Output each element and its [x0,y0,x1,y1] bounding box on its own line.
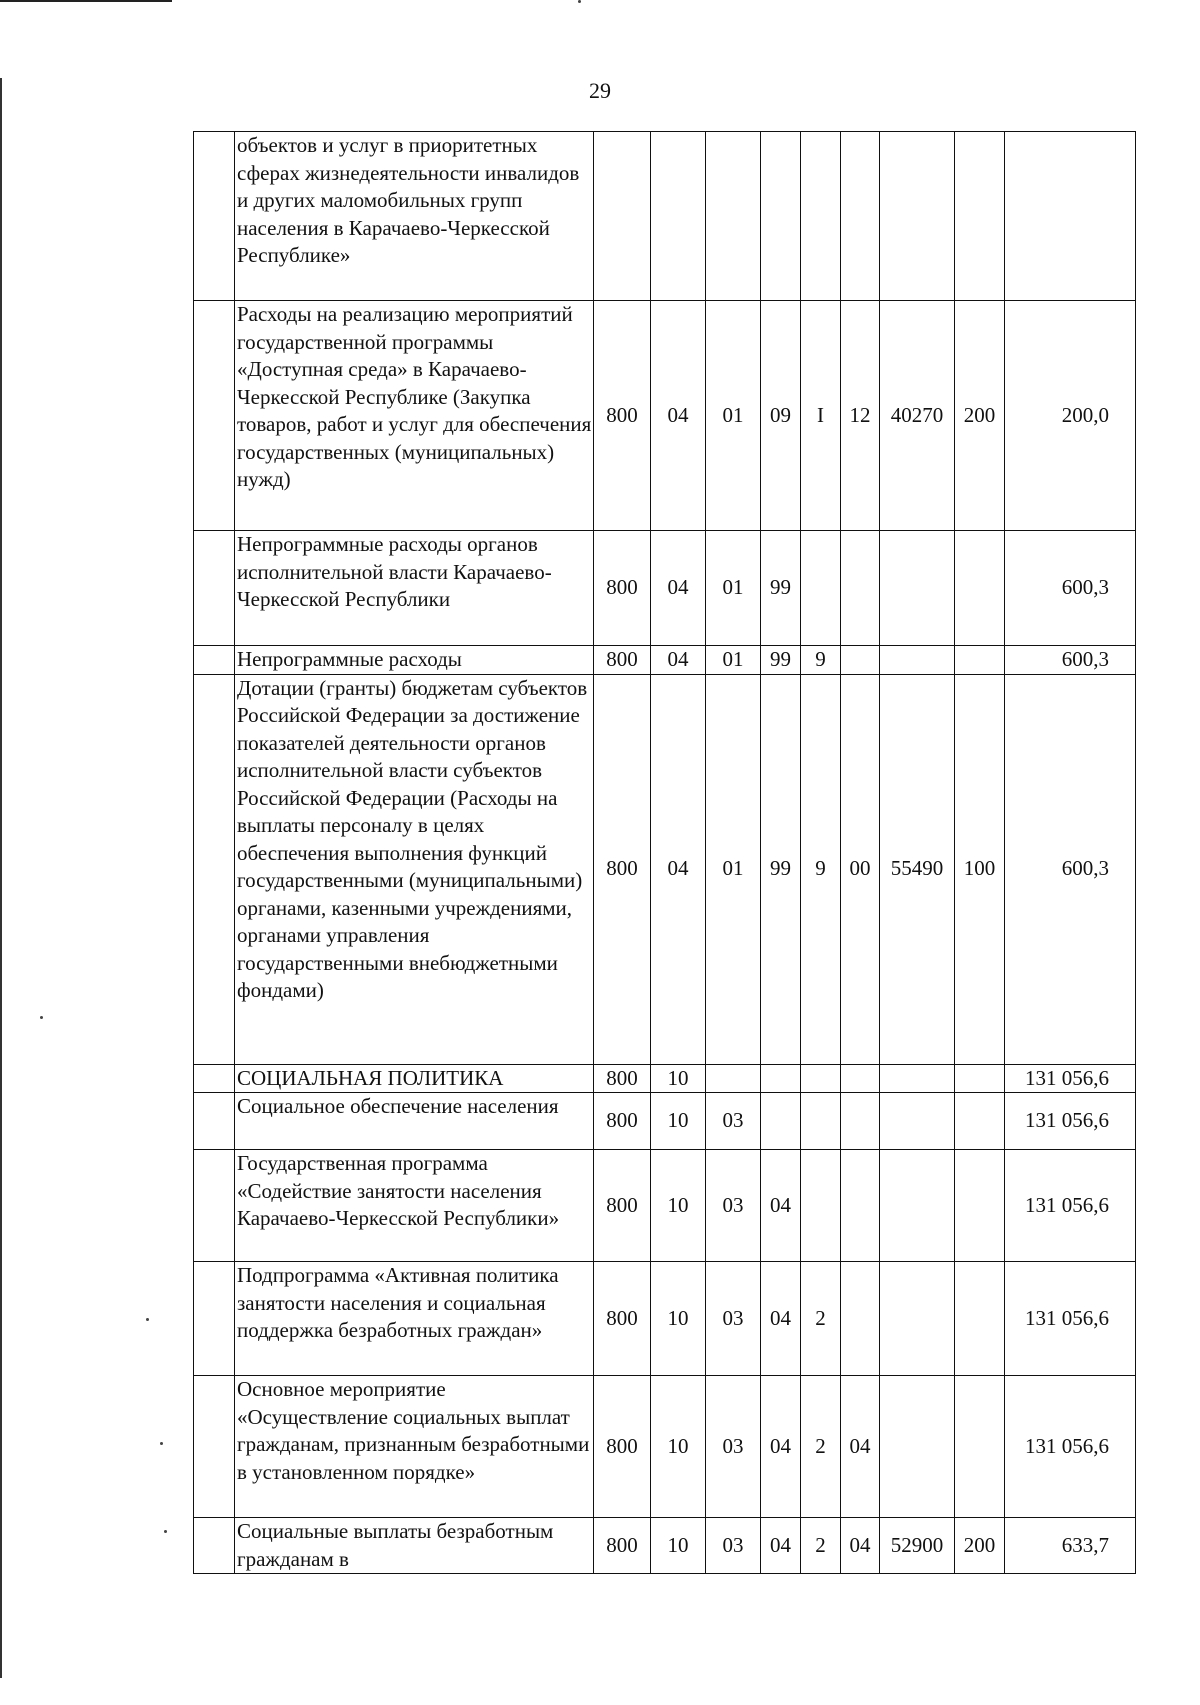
code-cell-c4: 04 [761,1262,801,1376]
row-index-cell [194,1376,235,1518]
code-cell-c8: 100 [955,674,1005,1064]
description-cell: Непрограммные расходы [235,646,594,675]
table-row [194,646,1136,675]
amount-cell: 633,7 [1005,1518,1136,1574]
code-cell-c4 [761,1093,801,1150]
scan-edge-top [0,0,172,2]
amount-cell: 600,3 [1005,531,1136,646]
code-cell-c7: 40270 [880,301,955,531]
code-cell-c2: 10 [651,1064,706,1093]
code-cell-c4: 99 [761,531,801,646]
code-cell-c5 [801,1150,841,1262]
code-cell-c1: 800 [594,301,651,531]
code-cell-c6 [841,531,880,646]
code-cell-c6: 04 [841,1518,880,1574]
code-cell-c8 [955,1064,1005,1093]
table-row [194,132,1136,301]
code-cell-c8 [955,1376,1005,1518]
description-cell: объектов и услуг в приоритетных сферах жизнедеятельности инвалидов и других маломобильных групп населения в Карачаево-Черкесской Республике» [235,132,594,301]
code-cell-c1: 800 [594,1262,651,1376]
code-cell-c8 [955,1093,1005,1150]
code-cell-c4: 99 [761,646,801,675]
code-cell-c8: 200 [955,301,1005,531]
table-row [194,1376,1136,1518]
code-cell-c7 [880,531,955,646]
code-cell-c2: 04 [651,646,706,675]
code-cell-c3: 03 [706,1518,761,1574]
code-cell-c2 [651,132,706,301]
scan-speck [160,1442,163,1445]
description-cell: Основное мероприятие «Осуществление социальных выплат гражданам, признанным безработными в установленном порядке» [235,1376,594,1518]
code-cell-c4 [761,132,801,301]
code-cell-c1: 800 [594,1150,651,1262]
code-cell-c8 [955,646,1005,675]
code-cell-c6 [841,1150,880,1262]
code-cell-c3: 01 [706,531,761,646]
code-cell-c2: 10 [651,1518,706,1574]
code-cell-c1 [594,132,651,301]
code-cell-c6 [841,132,880,301]
scan-speck [40,1016,43,1019]
code-cell-c2: 10 [651,1150,706,1262]
amount-cell: 600,3 [1005,674,1136,1064]
code-cell-c3 [706,132,761,301]
code-cell-c2: 10 [651,1093,706,1150]
code-cell-c7 [880,1262,955,1376]
code-cell-c3: 01 [706,674,761,1064]
code-cell-c7 [880,1093,955,1150]
amount-cell: 600,3 [1005,646,1136,675]
code-cell-c7 [880,1064,955,1093]
scan-speck [164,1530,167,1533]
code-cell-c6: 00 [841,674,880,1064]
amount-cell: 200,0 [1005,301,1136,531]
table-body [194,132,1136,1574]
code-cell-c6 [841,646,880,675]
table-row [194,1150,1136,1262]
code-cell-c4: 09 [761,301,801,531]
code-cell-c4: 04 [761,1518,801,1574]
table-row [194,301,1136,531]
code-cell-c3: 03 [706,1262,761,1376]
table-row [194,1518,1136,1574]
code-cell-c8 [955,1150,1005,1262]
code-cell-c6: 04 [841,1376,880,1518]
row-index-cell [194,1150,235,1262]
code-cell-c5 [801,531,841,646]
description-cell: Расходы на реализацию мероприятий государственной программы «Доступная среда» в Карачаево-Черкесской Республике (Закупка товаров, работ и услуг для обеспечения государственных (муниципальных) нужд) [235,301,594,531]
amount-cell: 131 056,6 [1005,1093,1136,1150]
code-cell-c6: 12 [841,301,880,531]
code-cell-c1: 800 [594,1376,651,1518]
code-cell-c6 [841,1262,880,1376]
code-cell-c5 [801,132,841,301]
row-index-cell [194,1064,235,1093]
row-index-cell [194,1093,235,1150]
table-row [194,531,1136,646]
amount-cell: 131 056,6 [1005,1262,1136,1376]
code-cell-c4: 04 [761,1150,801,1262]
description-cell: СОЦИАЛЬНАЯ ПОЛИТИКА [235,1064,594,1093]
code-cell-c5: 2 [801,1376,841,1518]
amount-cell: 131 056,6 [1005,1376,1136,1518]
code-cell-c5 [801,1064,841,1093]
code-cell-c6 [841,1093,880,1150]
code-cell-c3 [706,1064,761,1093]
budget-table [193,131,1136,1574]
code-cell-c7 [880,1150,955,1262]
code-cell-c2: 04 [651,301,706,531]
table-row [194,1262,1136,1376]
code-cell-c8 [955,1262,1005,1376]
scan-speck [146,1318,149,1321]
table-row [194,1064,1136,1093]
description-cell: Дотации (гранты) бюджетам субъектов Российской Федерации за достижение показателей деятельности органов исполнительной власти субъектов Российской Федерации (Расходы на выплаты персоналу в целях обеспечения выполнения функций государственными (муниципальными) органами, казенными учреждениями, органами управления государственными внебюджетными фондами) [235,674,594,1064]
code-cell-c3: 01 [706,301,761,531]
row-index-cell [194,301,235,531]
code-cell-c8 [955,132,1005,301]
code-cell-c7 [880,132,955,301]
row-index-cell [194,132,235,301]
code-cell-c1: 800 [594,1064,651,1093]
row-index-cell [194,674,235,1064]
code-cell-c5: 2 [801,1518,841,1574]
code-cell-c8: 200 [955,1518,1005,1574]
code-cell-c7: 52900 [880,1518,955,1574]
code-cell-c1: 800 [594,674,651,1064]
code-cell-c1: 800 [594,531,651,646]
code-cell-c7: 55490 [880,674,955,1064]
code-cell-c7 [880,1376,955,1518]
table-row [194,1093,1136,1150]
description-cell: Социальные выплаты безработным гражданам в [235,1518,594,1574]
row-index-cell [194,1262,235,1376]
code-cell-c4 [761,1064,801,1093]
code-cell-c5 [801,1093,841,1150]
code-cell-c5: 9 [801,646,841,675]
description-cell: Непрограммные расходы органов исполнительной власти Карачаево-Черкесской Республики [235,531,594,646]
amount-cell [1005,132,1136,301]
code-cell-c3: 03 [706,1376,761,1518]
description-cell: Государственная программа «Содействие занятости населения Карачаево-Черкесской Республики» [235,1150,594,1262]
scan-edge-left [0,78,2,1678]
code-cell-c4: 99 [761,674,801,1064]
row-index-cell [194,646,235,675]
row-index-cell [194,1518,235,1574]
code-cell-c1: 800 [594,1093,651,1150]
code-cell-c2: 10 [651,1376,706,1518]
code-cell-c4: 04 [761,1376,801,1518]
code-cell-c1: 800 [594,1518,651,1574]
code-cell-c5: I [801,301,841,531]
description-cell: Подпрограмма «Активная политика занятости населения и социальная поддержка безработных граждан» [235,1262,594,1376]
table-row [194,674,1136,1064]
code-cell-c8 [955,531,1005,646]
scan-speck [578,0,581,3]
code-cell-c1: 800 [594,646,651,675]
description-cell: Социальное обеспечение населения [235,1093,594,1150]
row-index-cell [194,531,235,646]
code-cell-c7 [880,646,955,675]
amount-cell: 131 056,6 [1005,1150,1136,1262]
code-cell-c3: 01 [706,646,761,675]
amount-cell: 131 056,6 [1005,1064,1136,1093]
code-cell-c2: 04 [651,531,706,646]
page-number: 29 [589,78,611,103]
code-cell-c2: 10 [651,1262,706,1376]
code-cell-c5: 9 [801,674,841,1064]
code-cell-c3: 03 [706,1150,761,1262]
code-cell-c2: 04 [651,674,706,1064]
code-cell-c5: 2 [801,1262,841,1376]
code-cell-c3: 03 [706,1093,761,1150]
code-cell-c6 [841,1064,880,1093]
